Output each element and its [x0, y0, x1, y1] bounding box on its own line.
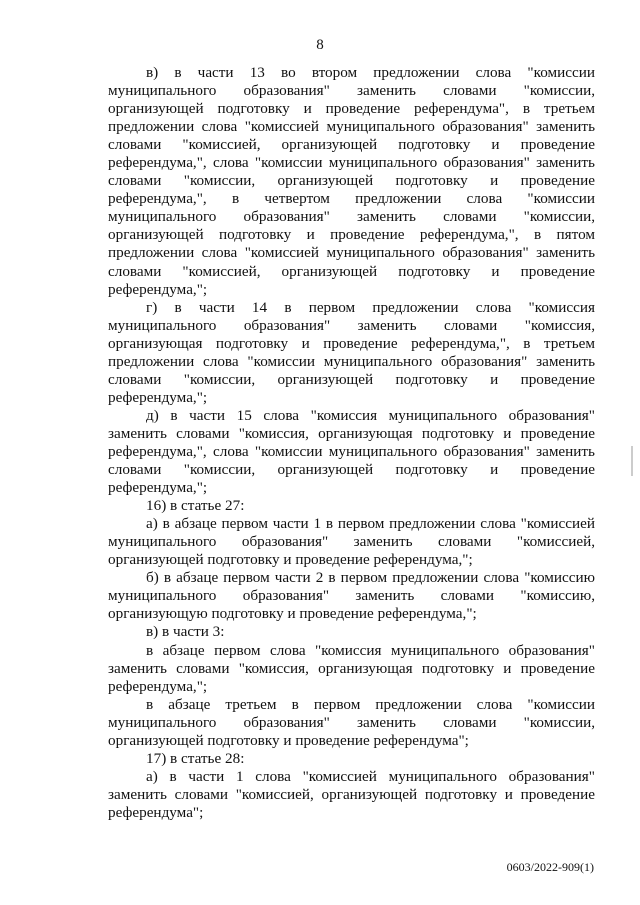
- paragraph-item-g-part-14: г) в части 14 в первом предложении слова "комиссия муниципального образования" заменить словами "комиссия, организующая подготовку и проведение референдума,", в третьем предложении слова "комиссии муниципального образования" заменить словами "комиссии, организующей подготовку и проведение референдума,";: [108, 298, 595, 406]
- paragraph-item-v-part-3: в) в части 3:: [146, 623, 225, 641]
- document-body: [108, 64, 595, 822]
- page-number: 8: [316, 37, 324, 53]
- paragraph-item-b-part-2: б) в абзаце первом части 2 в первом предложении слова "комиссию муниципального образования" заменить словами "комиссию, организующую подготовку и проведение референдума,";: [108, 569, 595, 623]
- paragraph-point-16-article-27: 16) в статье 27:: [146, 497, 245, 515]
- scan-edge-mark: [631, 446, 633, 476]
- paragraph-item-d-part-15: д) в части 15 слова "комиссия муниципального образования" заменить словами "комиссия, организующая подготовку и проведение референдума,", слова "комиссии муниципального образования" заменить словами "комиссии, организующей подготовку и проведение референдума,";: [108, 406, 595, 497]
- paragraph-part-3-third-abzac: в абзаце третьем в первом предложении слова "комиссии муниципального образования" заменить словами "комиссии, организующей подготовку и проведение референдума";: [108, 695, 595, 749]
- document-code-footer: 0603/2022-909(1): [506, 860, 594, 874]
- paragraph-part-3-first-abzac: в абзаце первом слова "комиссия муниципального образования" заменить словами "комиссия, организующая подготовку и проведение референдума,";: [108, 641, 595, 695]
- paragraph-point-17-article-28: 17) в статье 28:: [146, 749, 245, 767]
- paragraph-item-a-part-1: а) в абзаце первом части 1 в первом предложении слова "комиссией муниципального образования" заменить словами "комиссией, организующей подготовку и проведение референдума,";: [108, 515, 595, 569]
- paragraph-item-a-part-1-article-28: а) в части 1 слова "комиссией муниципального образования" заменить словами "комиссией, организующей подготовку и проведение референдума";: [108, 767, 595, 821]
- paragraph-item-v-part-13: в) в части 13 во втором предложении слова "комиссии муниципального образования" заменить словами "комиссии, организующей подготовку и проведение референдума", в третьем предложении слова "комиссией муниципального образования" заменить словами "комиссией, организующей подготовку и проведение референдума,", слова "комиссии муниципального образования" заменить словами "комиссии, организующей подготовку и проведение референдума,", в четвертом предложении слова "комиссии муниципального образования" заменить словами "комиссии, организующей подготовку и проведение референдума,", в пятом предложении слова "комиссией муниципального образования" заменить словами "комиссией, организующей подготовку и проведение референдума,";: [108, 64, 595, 298]
